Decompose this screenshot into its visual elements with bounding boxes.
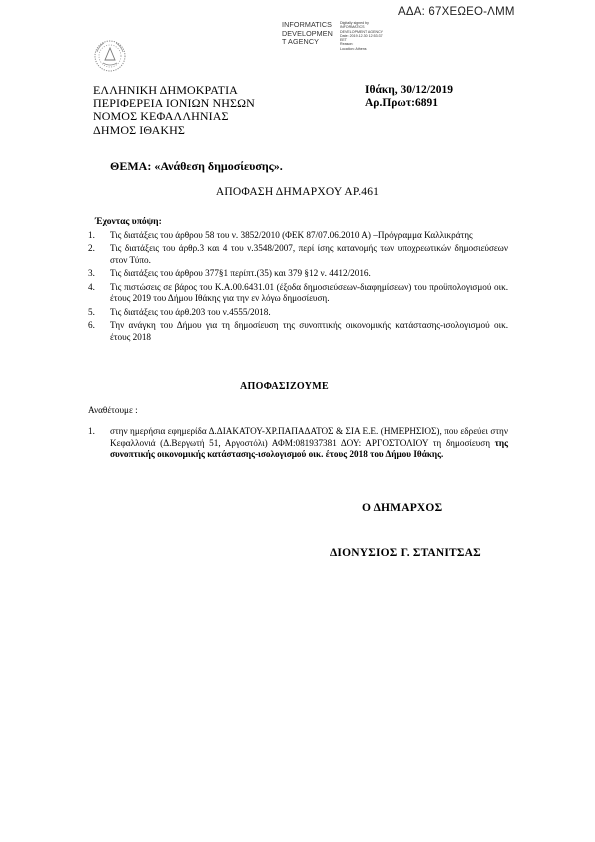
stamp-line-1: INFORMATICS — [282, 20, 333, 29]
item-number: 2. — [88, 243, 95, 254]
stamp-line-2: DEVELOPMEN — [282, 28, 333, 38]
assign-label: Αναθέτουμε : — [88, 405, 138, 415]
stamp-fine-line: DEVELOPMENT AGENCY — [340, 29, 384, 34]
stamp-fine-line: Reason: — [340, 42, 354, 47]
order-bold-text: της συνοπτικής οικονομικής κατάστασης-ισολογισμού οικ. έτους 2018 του Δήμου Ιθάκης. — [110, 437, 508, 460]
item-number: 6. — [88, 320, 95, 331]
digital-signature-stamp — [282, 20, 384, 51]
authority-line: ΠΕΡΙΦΕΡΕΙΑ ΙΟΝΙΩΝ ΝΗΣΩΝ — [93, 96, 255, 111]
authority-line: ΝΟΜΟΣ ΚΕΦΑΛΛΗΝΙΑΣ — [93, 109, 229, 124]
item-text: Τις διατάξεις του άρθρ.3 και 4 του ν.3548/2007, περί ίσης κατανομής των υποχρεωτικών δημοσιεύσεων στον Τύπο. — [110, 243, 508, 266]
hellenic-emblem-icon — [93, 38, 127, 74]
considering-heading: Έχοντας υπόψη: — [95, 217, 162, 227]
list-item — [88, 320, 508, 344]
order-number: 1. — [88, 426, 95, 436]
item-number: 4. — [88, 281, 95, 292]
stamp-fine-line: INFORMATICS — [340, 25, 365, 30]
signatory-name: ΔΙΟΝΥΣΙΟΣ Γ. ΣΤΑΝΙΤΣΑΣ — [330, 547, 481, 559]
authority-line: ΔΗΜΟΣ ΙΘΑΚΗΣ — [93, 122, 185, 137]
stamp-fine-line: Location: Athens — [340, 46, 367, 51]
resolve-heading: ΑΠΟΦΑΣΙΖΟΥΜΕ — [240, 381, 329, 392]
item-number: 5. — [88, 306, 95, 317]
signatory-title: Ο ΔΗΜΑΡΧΟΣ — [362, 502, 443, 514]
order-text — [110, 426, 508, 461]
considerations-list — [88, 230, 508, 345]
list-item — [88, 268, 508, 280]
ada-code: ΑΔΑ: 67ΧΕΩΕΟ-ΛΜΜ — [398, 6, 515, 18]
stamp-fine-print — [340, 21, 383, 51]
item-text: Τις πιστώσεις σε βάρος του Κ.Α.00.6431.01 (έξοδα δημοσιεύσεων-διαφημίσεων) του προϋπολογισμού οικ. έτους 2019 του Δήμου Ιθάκης για την εν λόγω δημοσίευση. — [110, 281, 508, 304]
subject-line — [110, 159, 283, 174]
list-item — [88, 243, 508, 267]
item-text: Τις διατάξεις του άρθρου 58 του ν. 3852/2010 (ΦΕΚ 87/07.06.2010 Α) –Πρόγραμμα Καλλικράτης — [110, 230, 473, 240]
item-number: 1. — [88, 230, 95, 240]
item-text: Τις διατάξεις του άρθρου 377§1 περίπτ.(35) και 379 §12 ν. 4412/2016. — [110, 268, 371, 279]
issuing-authority — [93, 84, 255, 137]
item-text: Τις διατάξεις του άρθ.203 του ν.4555/2018. — [110, 306, 271, 317]
protocol-number: Αρ.Πρωτ:6891 — [365, 97, 438, 110]
stamp-fine-line: Date: 2019.12.30 12:53:37 — [340, 33, 383, 38]
item-number: 3. — [88, 268, 95, 279]
stamp-line-3: T AGENCY — [282, 37, 320, 47]
stamp-fine-line: EET — [340, 38, 347, 43]
item-text: Την ανάγκη του Δήμου για τη δημοσίευση της συνοπτικής οικονομικής κατάστασης-ισολογισμού οικ. έτους 2018 — [110, 320, 508, 342]
authority-line: ΕΛΛΗΝΙΚΗ ΔΗΜΟΚΡΑΤΙΑ — [93, 83, 238, 97]
order-plain-text: στην ημερήσια εφημερίδα Δ.ΔΙΑΚΑΤΟΥ-ΧΡ.ΠΑΠΑΔΑΤΟΣ & ΣΙΑ Ε.Ε. (ΗΜΕΡΗΣΙΟΣ), που εδρεύει στην Κεφαλλονιά (Δ.Βεργωτή 51, Αργοστόλι) ΑΦΜ:081937381 ΔΟΥ: ΑΡΓΟΣΤΟΛΙΟΥ τη δημοσίευση — [110, 426, 508, 448]
document-date: Ιθάκη, 30/12/2019 — [365, 84, 453, 96]
decision-title: ΑΠΟΦΑΣΗ ΔΗΜΑΡΧΟΥ ΑΡ.461 — [215, 186, 380, 198]
list-item — [88, 282, 508, 306]
document-meta — [365, 84, 453, 110]
list-item — [88, 230, 508, 242]
list-item — [88, 307, 508, 319]
stamp-fine-line: Digitally signed by — [340, 21, 369, 25]
subject-text: ΘΕΜΑ: «Ανάθεση δημοσίευσης». — [110, 159, 283, 173]
